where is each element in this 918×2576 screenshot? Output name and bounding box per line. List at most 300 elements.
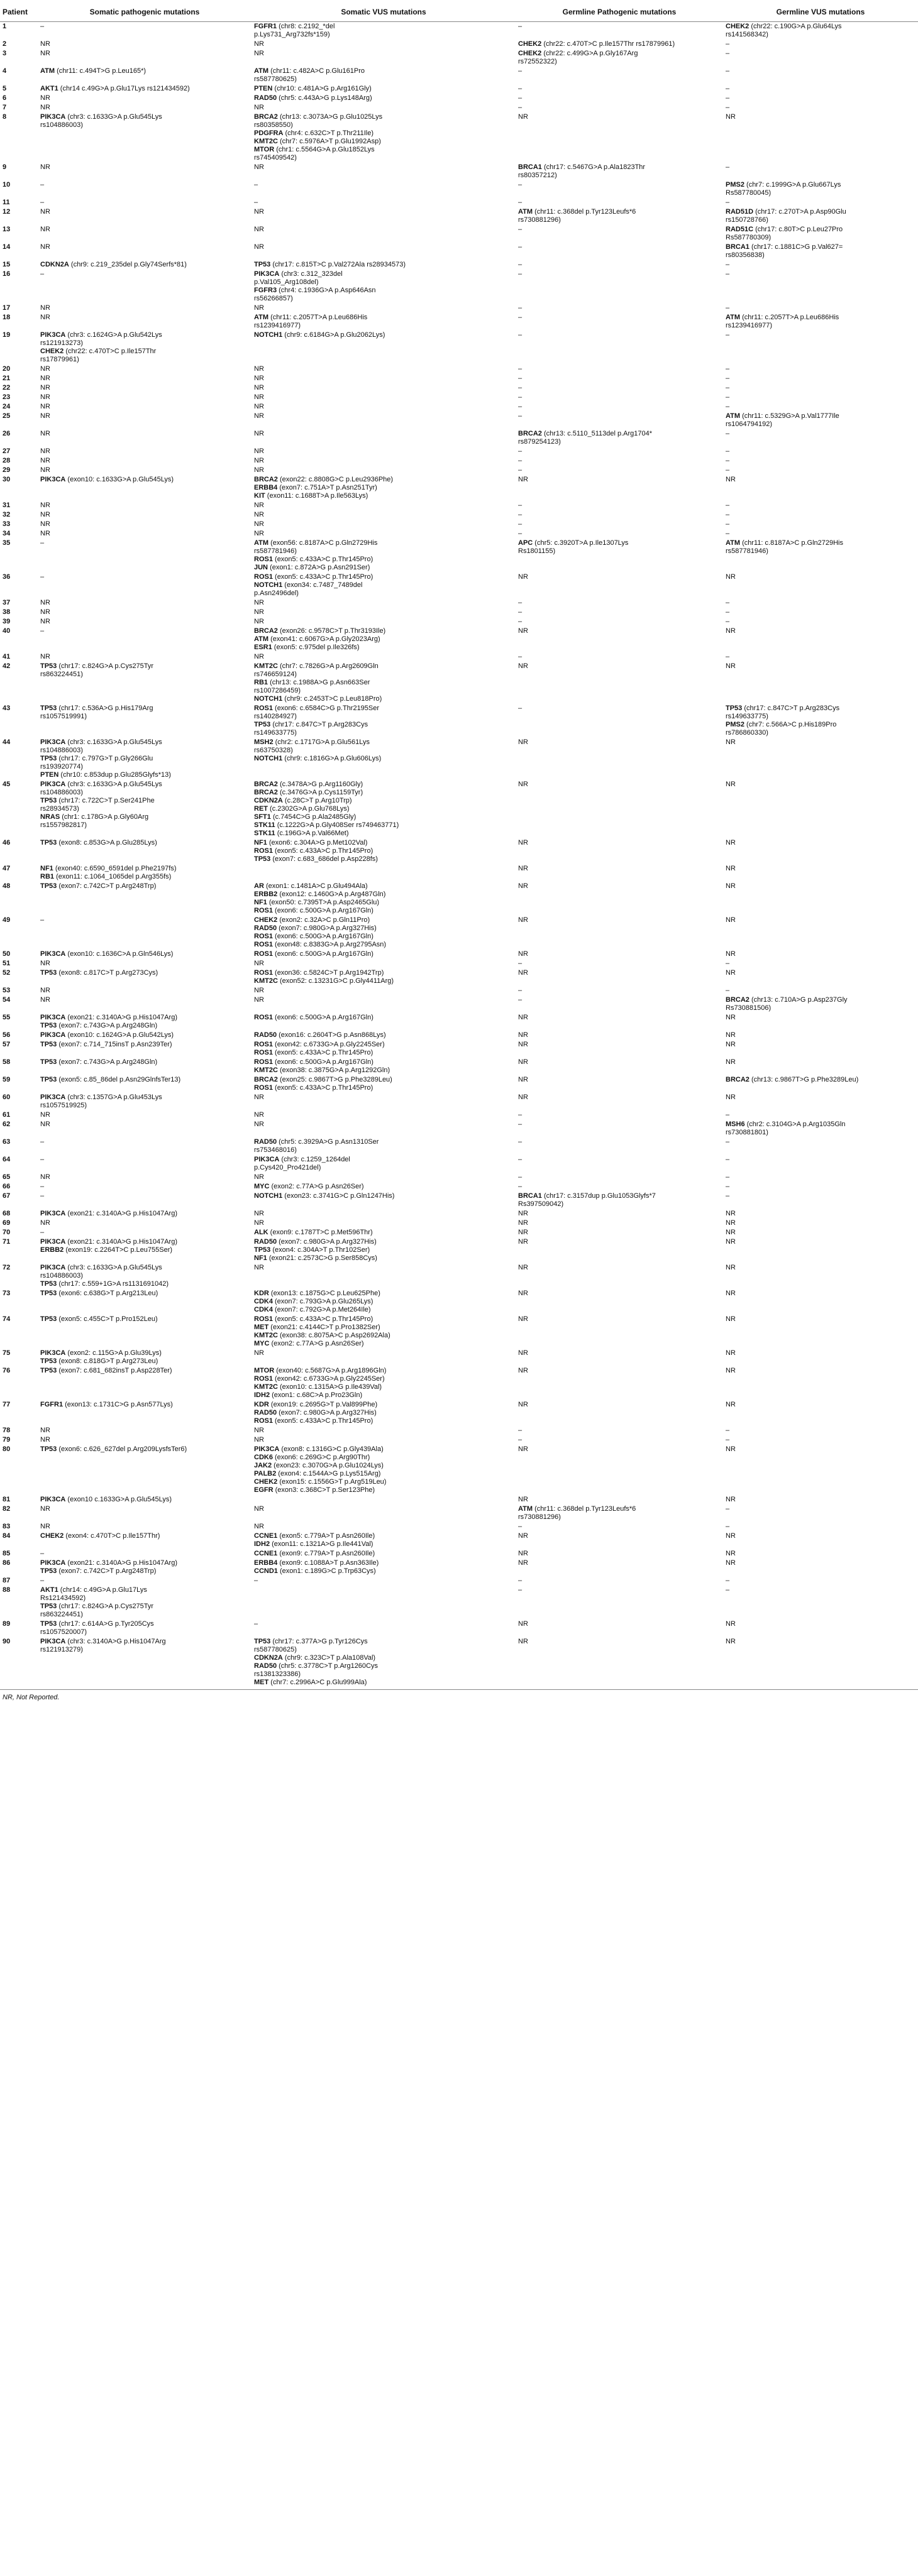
- germline-pathogenic-cell: [516, 67, 723, 84]
- mutation-line: NR: [518, 839, 528, 847]
- gene-symbol: RAD50: [254, 1662, 277, 1670]
- somatic-pathogenic-cell: [38, 304, 252, 313]
- gene-symbol: BRCA2: [254, 789, 278, 796]
- somatic-vus-cell: [252, 916, 516, 950]
- germline-pathogenic-cell: [516, 1093, 723, 1110]
- table-row: [0, 986, 918, 995]
- mutation-line: –: [726, 653, 730, 660]
- gene-symbol: MYC: [254, 1340, 270, 1347]
- somatic-vus-cell: [252, 510, 516, 520]
- gene-symbol: RAD50: [254, 94, 277, 102]
- gene-symbol: PDGFRA: [254, 129, 284, 137]
- patient-id-cell: 58: [3, 1058, 11, 1066]
- mutation-line: TP53 (exon6: c.638G>T p.Arg213Leu): [40, 1290, 158, 1297]
- somatic-vus-cell: [252, 225, 516, 243]
- mutation-line: NR: [518, 950, 528, 958]
- mutation-line: BRCA2 (c.3476G>A p.Cys1159Tyr): [254, 789, 363, 796]
- patient-id-cell: 40: [3, 627, 11, 635]
- mutation-line: NR: [726, 1638, 736, 1645]
- mutation-line: NR: [40, 653, 50, 660]
- somatic-vus-cell: [252, 1182, 516, 1192]
- germline-vus-cell: [723, 1349, 918, 1366]
- mutation-line: PIK3CA (chr3: c.1633G>A p.Glu545Lys: [40, 781, 162, 788]
- germline-pathogenic-cell: [516, 738, 723, 780]
- somatic-pathogenic-cell: [38, 1586, 252, 1620]
- patient-id-cell: 57: [3, 1041, 11, 1048]
- somatic-pathogenic-cell: [38, 986, 252, 995]
- patient-id-cell: 76: [3, 1367, 11, 1374]
- gene-symbol: ERBB2: [40, 1246, 64, 1254]
- mutation-line: NR: [40, 530, 50, 537]
- mutation-line: –: [518, 996, 523, 1004]
- germline-vus-cell: [723, 402, 918, 412]
- mutation-line: CDK4 (exon7: c.793G>A p.Glu265Lys): [254, 1298, 373, 1305]
- mutation-line: ATM (chr11: c.2057T>A p.Leu686His: [254, 314, 368, 321]
- mutation-line: NR: [40, 412, 50, 420]
- table-row: [0, 652, 918, 662]
- mutation-line: NR: [254, 1523, 264, 1530]
- gene-symbol: BRCA2: [254, 781, 278, 788]
- mutation-line: CCND1 (exon1: c.189G>C p.Trp63Cys): [254, 1567, 376, 1575]
- somatic-vus-cell: [252, 1093, 516, 1110]
- gene-symbol: PIK3CA: [40, 950, 66, 958]
- mutation-line: NR: [40, 375, 50, 382]
- somatic-pathogenic-cell: [38, 40, 252, 49]
- mutation-line: BRCA2 (exon26: c.9578C>T p.Thr3193Ile): [254, 627, 386, 635]
- gene-symbol: RB1: [40, 873, 55, 880]
- patient-id-cell: 38: [3, 608, 11, 616]
- gene-symbol: PIK3CA: [254, 1445, 280, 1453]
- mutation-line: JUN (exon1: c.872A>G p.Asn291Ser): [254, 564, 370, 571]
- mutation-line: MET (exon21: c.4144C>T p.Pro1382Ser): [254, 1324, 380, 1331]
- mutation-line: NR: [40, 430, 50, 437]
- germline-vus-cell: [723, 447, 918, 456]
- patient-id-cell: 30: [3, 476, 11, 483]
- gene-symbol: ROS1: [254, 847, 273, 855]
- germline-vus-cell: [723, 49, 918, 67]
- table-row: [0, 207, 918, 225]
- gene-symbol: TP53: [40, 1620, 57, 1628]
- mutation-line: CDKN2A (chr9: c.323C>T p.Ala108Val): [254, 1654, 376, 1662]
- germline-vus-cell: [723, 1075, 918, 1093]
- table-row: [0, 1435, 918, 1445]
- mutation-line: NR: [518, 781, 528, 788]
- mutation-line: NR: [40, 384, 50, 392]
- mutation-line: RAD50 (chr5: c.3778C>T p.Arg1260Cys: [254, 1662, 378, 1670]
- table-row: [0, 331, 918, 364]
- mutation-line: –: [518, 1427, 523, 1434]
- table-row: [0, 1013, 918, 1031]
- germline-vus-cell: [723, 1426, 918, 1435]
- somatic-vus-cell: [252, 573, 516, 598]
- mutation-line: MTOR (exon40: c.5687G>A p.Arg1896Gln): [254, 1367, 387, 1374]
- mutation-line: NR: [254, 393, 264, 401]
- table-row: [0, 1576, 918, 1586]
- somatic-vus-cell: [252, 1219, 516, 1228]
- somatic-pathogenic-cell: [38, 84, 252, 94]
- table-row: [0, 313, 918, 331]
- somatic-pathogenic-cell: [38, 225, 252, 243]
- mutation-line: rs786860330): [726, 729, 768, 737]
- germline-vus-cell: [723, 1504, 918, 1522]
- mutation-line: NR: [518, 113, 528, 121]
- mutation-line: –: [518, 314, 523, 321]
- patient-id-cell: 28: [3, 457, 11, 464]
- mutation-line: ROS1 (exon5: c.433A>C p.Thr145Pro): [254, 1315, 373, 1323]
- patient-id-cell: 68: [3, 1210, 11, 1217]
- mutation-line: NR: [254, 412, 264, 420]
- table-row: [0, 198, 918, 207]
- mutation-line: –: [726, 199, 730, 206]
- mutation-line: PIK3CA (chr3: c.3140A>G p.His1047Arg: [40, 1638, 166, 1645]
- gene-symbol: TP53: [40, 1041, 57, 1048]
- table-row: [0, 995, 918, 1013]
- somatic-pathogenic-cell: [38, 704, 252, 738]
- mutation-line: rs63750328): [254, 747, 293, 754]
- gene-symbol: KMT2C: [254, 138, 278, 145]
- somatic-pathogenic-cell: [38, 456, 252, 466]
- mutation-line: –: [40, 627, 45, 635]
- patient-id-cell: 49: [3, 916, 11, 924]
- somatic-pathogenic-cell: [38, 94, 252, 103]
- gene-symbol: PIK3CA: [40, 738, 66, 746]
- mutation-line: –: [40, 199, 45, 206]
- germline-pathogenic-cell: [516, 864, 723, 882]
- somatic-vus-cell: [252, 84, 516, 94]
- mutation-line: NR: [726, 476, 736, 483]
- gene-symbol: ROS1: [254, 969, 273, 977]
- germline-vus-cell: [723, 1559, 918, 1576]
- gene-symbol: TP53: [40, 1290, 57, 1297]
- mutation-line: NR: [726, 950, 736, 958]
- table-row: [0, 617, 918, 627]
- mutation-line: TP53 (chr17: c.847C>T p.Arg283Cys: [726, 704, 840, 712]
- gene-symbol: CDKN2A: [40, 261, 69, 268]
- patient-id-cell: 26: [3, 430, 11, 437]
- mutation-line: p.Lys731_Arg732fs*159): [254, 31, 330, 38]
- gene-symbol: CHEK2: [254, 916, 278, 924]
- mutation-line: PTEN (chr10: c.853dup p.Glu285Glyfs*13): [40, 771, 171, 779]
- somatic-vus-cell: [252, 1315, 516, 1349]
- mutation-line: TP53 (exon7: c.742C>T p.Arg248Trp): [40, 1567, 157, 1575]
- mutation-line: NR: [726, 113, 736, 121]
- patient-id-cell: 31: [3, 501, 11, 509]
- somatic-vus-cell: [252, 1013, 516, 1031]
- somatic-vus-cell: [252, 1263, 516, 1289]
- mutation-line: rs80357212): [518, 172, 557, 179]
- germline-vus-cell: [723, 986, 918, 995]
- gene-symbol: TP53: [40, 1058, 57, 1066]
- mutation-line: RAD50 (exon7: c.980G>A p.Arg327His): [254, 924, 377, 932]
- germline-pathogenic-cell: [516, 1013, 723, 1031]
- somatic-vus-cell: [252, 950, 516, 959]
- gene-symbol: PIK3CA: [254, 270, 280, 278]
- mutation-line: MYC (exon2: c.77A>G p.Asn26Ser): [254, 1183, 364, 1190]
- germline-vus-cell: [723, 1155, 918, 1173]
- table-row: [0, 864, 918, 882]
- mutation-line: NR: [518, 573, 528, 581]
- germline-pathogenic-cell: [516, 1289, 723, 1315]
- table-row: [0, 225, 918, 243]
- mutation-line: –: [518, 304, 523, 312]
- germline-vus-cell: [723, 510, 918, 520]
- mutation-line: NR: [518, 1058, 528, 1066]
- table-row: [0, 1031, 918, 1040]
- somatic-vus-cell: [252, 49, 516, 67]
- gene-symbol: TP53: [254, 855, 271, 863]
- germline-pathogenic-cell: [516, 466, 723, 475]
- germline-vus-cell: [723, 1263, 918, 1289]
- mutation-line: JAK2 (exon23: c.3070G>A p.Glu1024Lys): [254, 1462, 384, 1469]
- table-row: [0, 573, 918, 598]
- table-row: [0, 1137, 918, 1155]
- mutation-line: –: [40, 1192, 45, 1200]
- table-row: [0, 1155, 918, 1173]
- gene-symbol: CHEK2: [726, 23, 749, 30]
- germline-vus-cell: [723, 1237, 918, 1263]
- gene-symbol: TP53: [40, 797, 57, 804]
- mutation-line: –: [726, 501, 730, 509]
- germline-pathogenic-cell: [516, 959, 723, 968]
- gene-symbol: TP53: [40, 1357, 57, 1365]
- gene-symbol: ROS1: [254, 907, 273, 914]
- patient-id-cell: 56: [3, 1031, 11, 1039]
- patient-id-cell: 1: [3, 23, 7, 30]
- mutation-line: NR: [254, 403, 264, 410]
- mutation-line: NR: [40, 608, 50, 616]
- mutation-line: PIK3CA (exon21: c.3140A>G p.His1047Arg): [40, 1014, 177, 1021]
- gene-symbol: ATM: [254, 67, 269, 75]
- germline-vus-cell: [723, 270, 918, 304]
- gene-symbol: JUN: [254, 564, 268, 571]
- somatic-vus-cell: [252, 1110, 516, 1120]
- mutation-line: PIK3CA (exon10 c.1633G>A p.Glu545Lys): [40, 1496, 172, 1503]
- mutation-line: NR: [40, 50, 50, 57]
- mutation-line: PMS2 (chr7: c.1999G>A p.Glu667Lys: [726, 181, 841, 189]
- gene-symbol: RET: [254, 805, 268, 813]
- gene-symbol: CDK6: [254, 1454, 273, 1461]
- somatic-vus-cell: [252, 1586, 516, 1620]
- germline-pathogenic-cell: [516, 1620, 723, 1637]
- mutation-line: ATM (chr11: c.368del p.Tyr123Leufs*6: [518, 1505, 636, 1513]
- germline-pathogenic-cell: [516, 1559, 723, 1576]
- gene-symbol: KDR: [254, 1401, 269, 1408]
- patient-id-cell: 87: [3, 1577, 11, 1584]
- mutation-line: –: [518, 270, 523, 278]
- somatic-vus-cell: [252, 180, 516, 198]
- mutation-line: rs121913279): [40, 1646, 83, 1653]
- mutation-line: RAD51C (chr17: c.80T>C p.Leu27Pro: [726, 226, 843, 233]
- mutation-line: ATM (exon41: c.6067G>A p.Gly2023Arg): [254, 635, 380, 643]
- germline-pathogenic-cell: [516, 383, 723, 393]
- table-row: [0, 1075, 918, 1093]
- somatic-pathogenic-cell: [38, 383, 252, 393]
- patient-id-cell: 36: [3, 573, 11, 581]
- mutation-line: PIK3CA (exon21: c.3140A>G p.His1047Arg): [40, 1238, 177, 1246]
- somatic-pathogenic-cell: [38, 627, 252, 652]
- germline-vus-cell: [723, 393, 918, 402]
- mutation-line: –: [726, 1138, 730, 1146]
- mutation-line: rs1239416977): [254, 322, 301, 329]
- mutation-line: PIK3CA (chr3: c.1259_1264del: [254, 1156, 350, 1163]
- germline-vus-cell: [723, 304, 918, 313]
- somatic-pathogenic-cell: [38, 1110, 252, 1120]
- germline-vus-cell: [723, 1013, 918, 1031]
- mutation-line: NR: [40, 599, 50, 606]
- germline-pathogenic-cell: [516, 447, 723, 456]
- table-row: [0, 260, 918, 270]
- germline-pathogenic-cell: [516, 112, 723, 163]
- mutation-line: NR: [254, 987, 264, 994]
- somatic-pathogenic-cell: [38, 598, 252, 608]
- germline-vus-cell: [723, 331, 918, 364]
- mutation-line: –: [726, 447, 730, 455]
- patient-id-cell: 86: [3, 1559, 11, 1567]
- mutation-line: ROS1 (exon5: c.433A>C p.Thr145Pro): [254, 573, 373, 581]
- mutation-line: RAD50 (exon7: c.980G>A p.Arg327His): [254, 1238, 377, 1246]
- table-row: [0, 1586, 918, 1620]
- mutation-line: –: [726, 1427, 730, 1434]
- somatic-vus-cell: [252, 838, 516, 864]
- mutation-line: NR: [518, 1041, 528, 1048]
- somatic-pathogenic-cell: [38, 959, 252, 968]
- somatic-vus-cell: [252, 1075, 516, 1093]
- gene-symbol: TP53: [40, 1022, 57, 1029]
- mutation-line: –: [726, 393, 730, 401]
- germline-vus-cell: [723, 1040, 918, 1058]
- patient-id-cell: 60: [3, 1093, 11, 1101]
- table-row: [0, 456, 918, 466]
- table-row: [0, 364, 918, 374]
- mutation-line: –: [726, 304, 730, 312]
- mutation-line: NR: [518, 1229, 528, 1236]
- mutation-line: rs104886003): [40, 1272, 83, 1280]
- patient-id-cell: 70: [3, 1229, 11, 1236]
- mutation-line: ATM (chr11: c.482A>C p.Glu161Pro: [254, 67, 365, 75]
- germline-vus-cell: [723, 1495, 918, 1504]
- mutation-line: NR: [726, 969, 736, 977]
- somatic-vus-cell: [252, 447, 516, 456]
- patient-id-cell: 72: [3, 1264, 11, 1271]
- table-row: [0, 1263, 918, 1289]
- gene-symbol: ROS1: [254, 933, 273, 940]
- mutation-line: rs587780625): [254, 75, 297, 83]
- patient-id-cell: 71: [3, 1238, 11, 1246]
- gene-symbol: NOTCH1: [254, 331, 283, 339]
- gene-symbol: PALB2: [254, 1470, 277, 1477]
- patient-id-cell: 11: [3, 199, 10, 206]
- mutation-line: ROS1 (exon48: c.8383G>A p.Arg2795Asn): [254, 941, 387, 948]
- germline-pathogenic-cell: [516, 1426, 723, 1435]
- mutation-line: BRCA2 (chr13: c.710A>G p.Asp237Gly: [726, 996, 848, 1004]
- mutation-line: –: [726, 1111, 730, 1119]
- mutation-line: PALB2 (exon4: c.1544A>G p.Lys515Arg): [254, 1470, 381, 1477]
- somatic-vus-cell: [252, 1120, 516, 1137]
- mutation-line: NR: [254, 104, 264, 111]
- mutation-line: –: [254, 1620, 258, 1628]
- somatic-pathogenic-cell: [38, 1075, 252, 1093]
- somatic-vus-cell: [252, 393, 516, 402]
- patient-id-cell: 51: [3, 960, 11, 967]
- gene-symbol: CHEK2: [518, 50, 542, 57]
- mutation-line: rs863224451): [40, 671, 83, 678]
- table-row: [0, 393, 918, 402]
- patient-id-cell: 43: [3, 704, 11, 712]
- somatic-vus-cell: [252, 1289, 516, 1315]
- gene-symbol: ROS1: [254, 1014, 273, 1021]
- somatic-vus-cell: [252, 207, 516, 225]
- mutation-line: –: [726, 1183, 730, 1190]
- mutation-line: rs1057519991): [40, 713, 87, 720]
- somatic-pathogenic-cell: [38, 180, 252, 198]
- table-row: [0, 1058, 918, 1075]
- mutation-line: CHEK2 (chr22: c.470T>C p.Ile157Thr rs17879961): [518, 40, 675, 48]
- mutation-line: FGFR3 (chr4: c.1936G>A p.Asp646Asn: [254, 287, 376, 294]
- mutation-line: –: [518, 365, 523, 373]
- mutation-line: KMT2C (exon38: c.3875G>A p.Arg1292Gln): [254, 1066, 390, 1074]
- gene-symbol: PIK3CA: [40, 1238, 66, 1246]
- mutation-line: –: [518, 226, 523, 233]
- gene-symbol: RB1: [254, 679, 268, 686]
- table-row: [0, 1182, 918, 1192]
- mutation-line: –: [726, 599, 730, 606]
- mutation-line: NR: [40, 960, 50, 967]
- mutation-line: NR: [40, 511, 50, 518]
- mutation-line: CCNE1 (exon9: c.779A>T p.Asn260Ile): [254, 1550, 375, 1557]
- mutation-line: –: [40, 1229, 45, 1236]
- somatic-pathogenic-cell: [38, 1559, 252, 1576]
- somatic-vus-cell: [252, 986, 516, 995]
- gene-symbol: PMS2: [726, 181, 744, 189]
- gene-symbol: TP53: [40, 1445, 57, 1453]
- gene-symbol: PIK3CA: [254, 1156, 280, 1163]
- germline-pathogenic-cell: [516, 598, 723, 608]
- germline-pathogenic-cell: [516, 1192, 723, 1209]
- table-row: [0, 1445, 918, 1495]
- mutation-line: rs746659124): [254, 671, 297, 678]
- somatic-pathogenic-cell: [38, 539, 252, 573]
- patient-id-cell: 25: [3, 412, 11, 420]
- mutation-line: SFT1 (c.7454C>G p.Ala2485Gly): [254, 813, 357, 821]
- gene-symbol: TP53: [40, 969, 57, 977]
- germline-vus-cell: [723, 225, 918, 243]
- mutation-line: NR: [518, 1031, 528, 1039]
- mutation-line: rs587781946): [726, 547, 768, 555]
- germline-pathogenic-cell: [516, 402, 723, 412]
- mutation-line: p.Cys420_Pro421del): [254, 1164, 321, 1171]
- somatic-vus-cell: [252, 539, 516, 573]
- mutation-line: NR: [254, 1111, 264, 1119]
- mutation-line: NR: [726, 1264, 736, 1271]
- gene-symbol: CHEK2: [518, 40, 542, 48]
- mutation-line: RAD50 (chr5: c.3929A>G p.Asn1310Ser: [254, 1138, 379, 1146]
- mutation-line: TP53 (exon4: c.304A>T p.Thr102Ser): [254, 1246, 370, 1254]
- mutation-line: NR: [518, 1290, 528, 1297]
- germline-vus-cell: [723, 1058, 918, 1075]
- patient-id-cell: 66: [3, 1183, 11, 1190]
- somatic-vus-cell: [252, 882, 516, 916]
- mutation-line: NR: [518, 1093, 528, 1101]
- mutation-line: NR: [518, 882, 528, 890]
- mutation-line: –: [518, 1173, 523, 1181]
- mutation-line: TP53 (exon8: c.817C>T p.Arg273Cys): [40, 969, 158, 977]
- gene-symbol: ATM: [254, 314, 269, 321]
- somatic-pathogenic-cell: [38, 103, 252, 112]
- table-row: [0, 1366, 918, 1400]
- mutation-line: TP53 (exon5: c.455C>T p.Pro152Leu): [40, 1315, 158, 1323]
- patient-id-cell: 16: [3, 270, 11, 278]
- somatic-pathogenic-cell: [38, 1209, 252, 1219]
